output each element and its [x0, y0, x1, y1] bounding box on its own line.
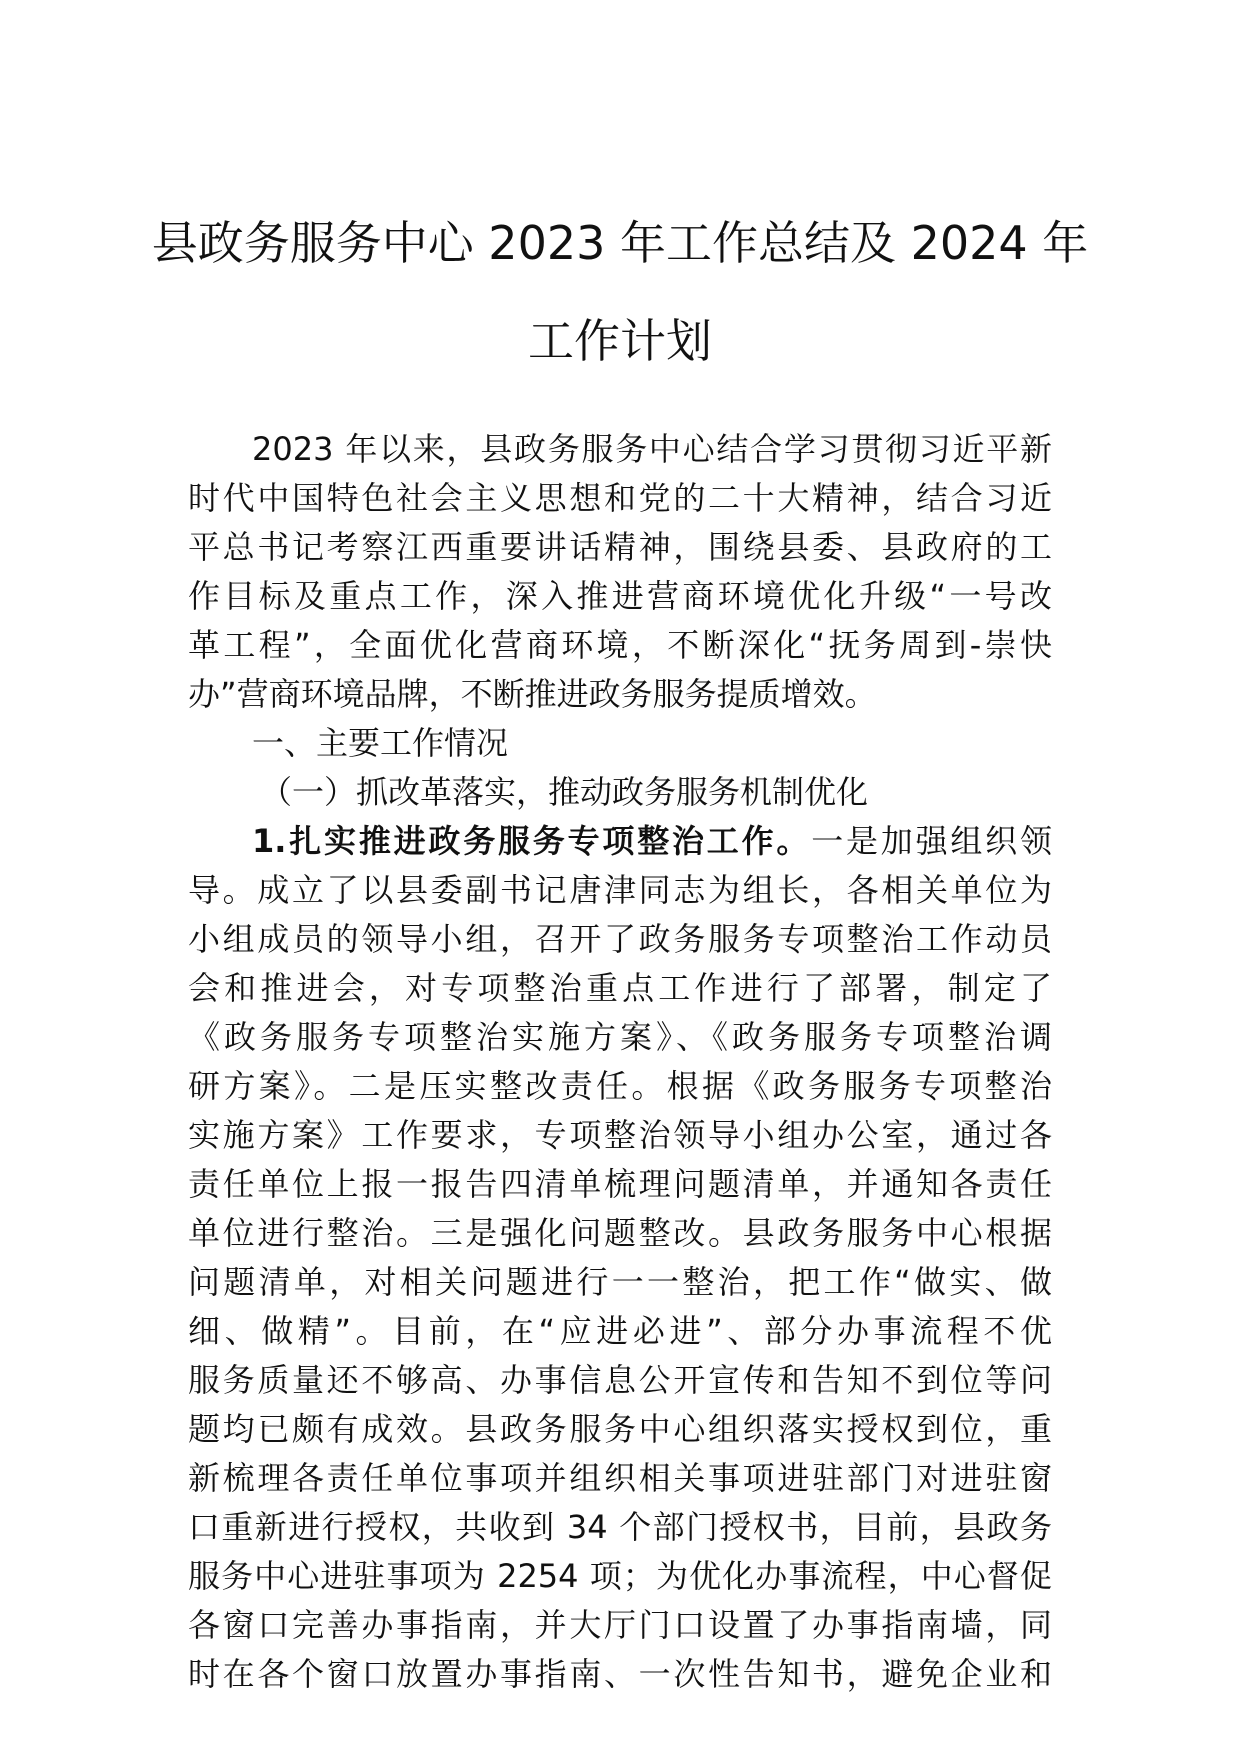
intro-paragraph-line: 平总书记考察江西重要讲话精神，围绕县委、县政府的工	[188, 528, 1052, 566]
section-heading: 一、主要工作情况	[252, 724, 509, 762]
intro-paragraph-line: 时代中国特色社会主义思想和党的二十大精神，结合习近	[188, 479, 1052, 517]
intro-paragraph-line: 办”营商环境品牌，不断推进政务服务提质增效。	[188, 675, 877, 713]
document-body	[188, 425, 1052, 1699]
item1-paragraph-line: 实施方案》工作要求，专项整治领导小组办公室，通过各	[188, 1116, 1052, 1154]
item1-paragraph-line: 单位进行整治。三是强化问题整改。县政务服务中心根据	[188, 1214, 1052, 1252]
item1-paragraph-line: 题均已颇有成效。县政务服务中心组织落实授权到位，重	[188, 1410, 1052, 1448]
item1-paragraph-line: 各窗口完善办事指南，并大厅门口设置了办事指南墙，同	[188, 1606, 1052, 1644]
item1-paragraph-line: 责任单位上报一报告四清单梳理问题清单，并通知各责任	[188, 1165, 1052, 1203]
item1-paragraph-line: 小组成员的领导小组，召开了政务服务专项整治工作动员	[188, 920, 1052, 958]
intro-paragraph-line: 作目标及重点工作，深入推进营商环境优化升级“一号改	[188, 577, 1052, 615]
document-title-line-2: 工作计划	[528, 314, 712, 368]
item1-paragraph-line: 新梳理各责任单位事项并组织相关事项进驻部门对进驻窗	[188, 1459, 1052, 1497]
item1-paragraph-line: 导。成立了以县委副书记唐津同志为组长，各相关单位为	[188, 871, 1052, 909]
intro-paragraph-line: 2023 年以来，县政务服务中心结合学习贯彻习近平新	[252, 430, 1052, 468]
item1-paragraph-line: 《政务服务专项整治实施方案》、《政务服务专项整治调	[188, 1018, 1052, 1056]
item1-bold-lead: 1.扎实推进政务服务专项整治工作。	[252, 822, 812, 860]
item1-paragraph-line: 时在各个窗口放置办事指南、一次性告知书，避免企业和	[188, 1655, 1052, 1693]
item1-paragraph-line: 细、做精”。目前，在“应进必进”、部分办事流程不优	[188, 1312, 1052, 1350]
item1-paragraph-line: 口重新进行授权，共收到 34 个部门授权书，目前，县政务	[188, 1508, 1052, 1546]
item1-paragraph-line: 会和推进会，对专项整治重点工作进行了部署，制定了	[188, 969, 1052, 1007]
item1-paragraph-line: 服务中心进驻事项为 2254 项；为优化办事流程，中心督促	[188, 1557, 1052, 1595]
subsection-heading: （一）抓改革落实，推动政务服务机制优化	[260, 773, 869, 811]
item1-paragraph-line: 问题清单，对相关问题进行一一整治，把工作“做实、做	[188, 1263, 1052, 1301]
item1-first-line-rest: 一是加强组织领	[811, 822, 1052, 860]
document-title-line-1: 县政务服务中心 2023 年工作总结及 2024 年	[151, 216, 1089, 270]
item1-paragraph-line: 研方案》。二是压实整改责任。根据《政务服务专项整治	[188, 1067, 1052, 1105]
intro-paragraph-line: 革工程”，全面优化营商环境，不断深化“抚务周到-崇快	[188, 626, 1052, 664]
item1-first-line	[188, 817, 1052, 866]
item1-paragraph-line: 服务质量还不够高、办事信息公开宣传和告知不到位等问	[188, 1361, 1052, 1399]
